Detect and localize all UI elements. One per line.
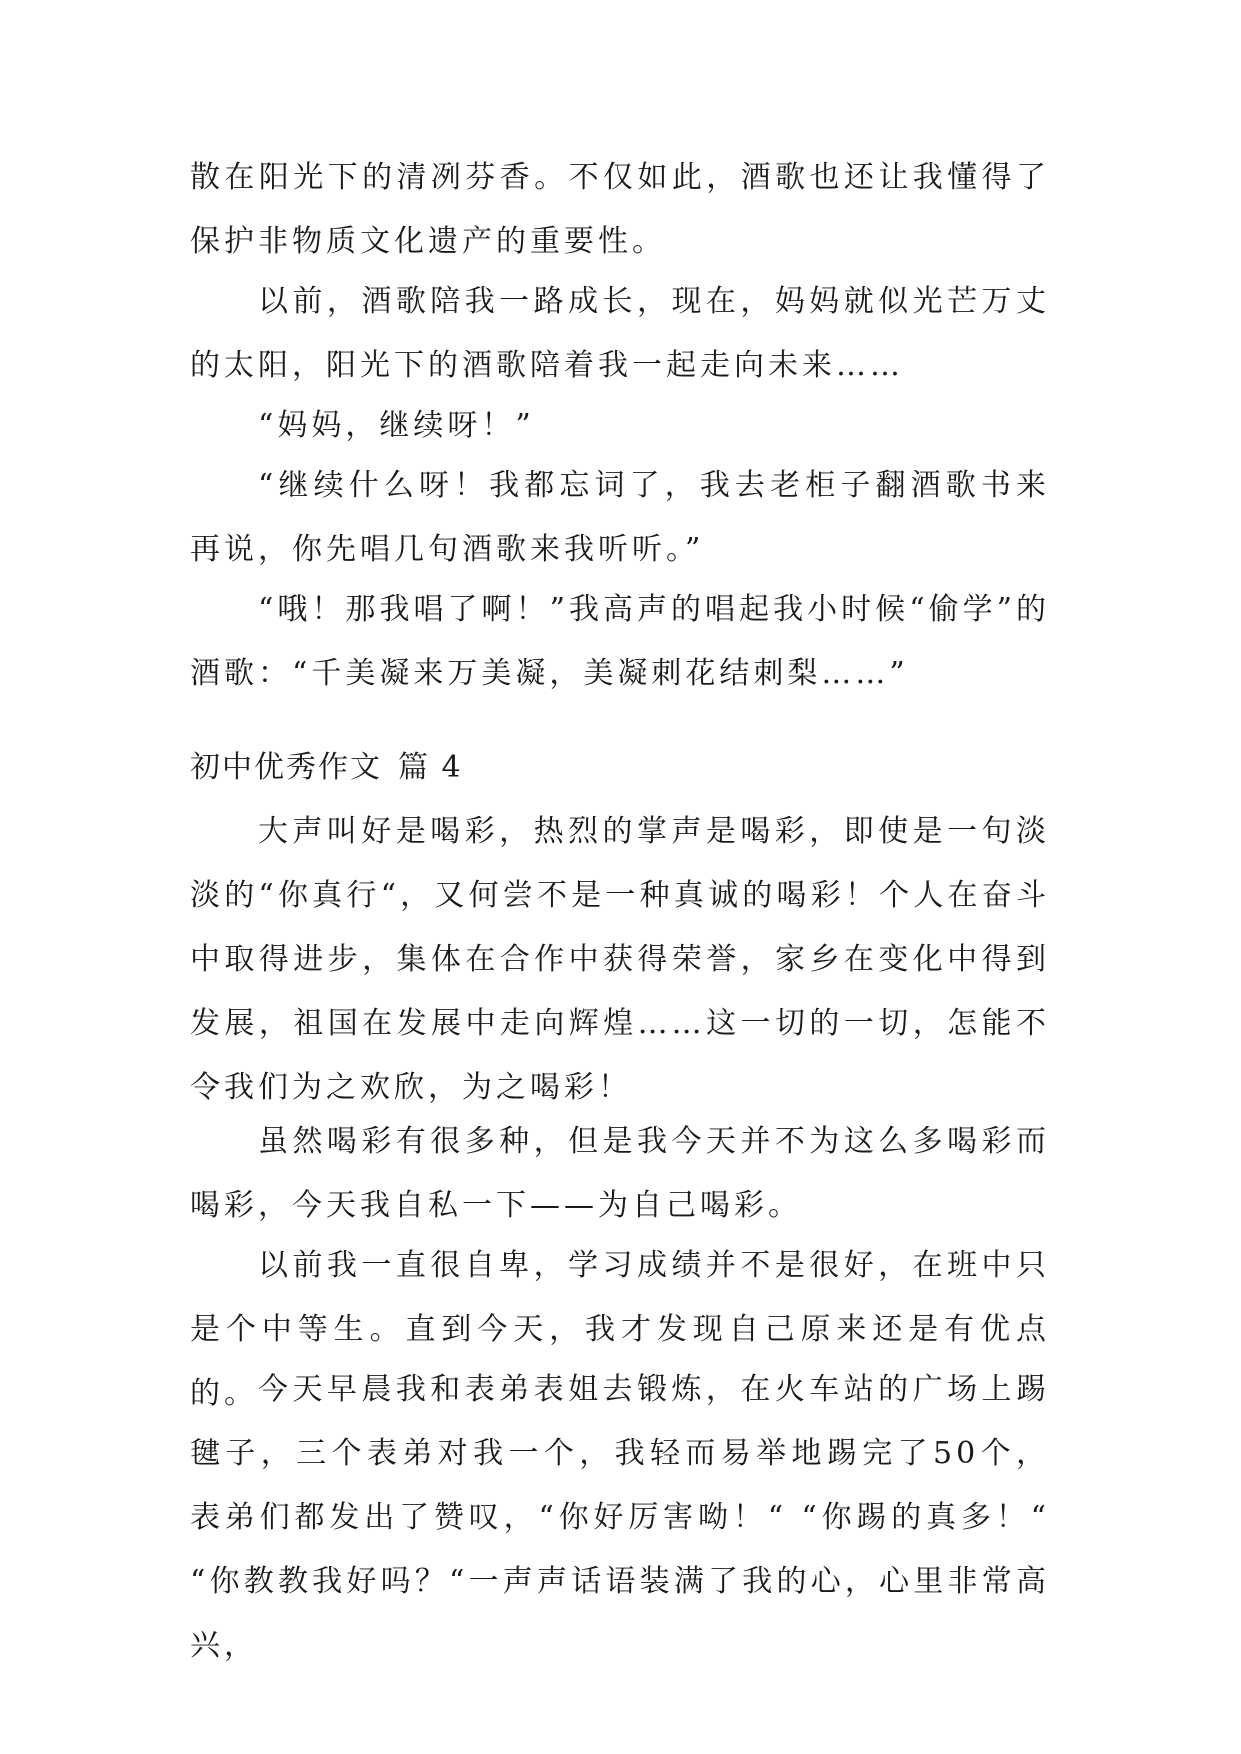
paragraph: 以前我一直很自卑，学习成绩并不是很好，在班中只是个中等生。直到今天，我才发现自己原来还是有优点的。: [190, 1248, 1050, 1411]
paragraph: 今天早晨我和表弟表姐去锻炼，在火车站的广场上踢毽子，三个表弟对我一个，我轻而易举地踢完了50个，表弟们都发出了赞叹，“你好厉害呦！“ “你踢的真多！“ “你教教我好吗？“一声声话语装满了我的心，心里非常高兴，: [190, 1372, 1050, 1663]
section-heading: [190, 736, 463, 800]
section-title: 初中优秀作文: [190, 750, 382, 785]
paragraph: 以前，酒歌陪我一路成长，现在，妈妈就似光芒万丈的太阳，阳光下的酒歌陪着我一起走向未来……: [190, 284, 1050, 383]
section-number: 篇 4: [398, 750, 463, 785]
paragraph-dialogue: “哦！那我唱了啊！”我高声的唱起我小时候“偷学”的酒歌：“千美凝来万美凝，美凝刺花结刺梨……”: [190, 592, 1050, 691]
paragraph-continuation: 散在阳光下的清冽芬香。不仅如此，酒歌也还让我懂得了保护非物质文化遗产的重要性。: [190, 160, 1050, 259]
paragraph: 虽然喝彩有很多种，但是我今天并不为这么多喝彩而喝彩，今天我自私一下——为自己喝彩。: [190, 1124, 1050, 1223]
paragraph: 大声叫好是喝彩，热烈的掌声是喝彩，即使是一句淡淡的“你真行“，又何尝不是一种真诚的喝彩！个人在奋斗中取得进步，集体在合作中获得荣誉，家乡在变化中得到发展，祖国在发展中走向辉煌……这一切的一切，怎能不令我们为之欢欣，为之喝彩！: [190, 814, 1050, 1105]
paragraph-dialogue: “妈妈，继续呀！”: [258, 408, 535, 443]
paragraph-dialogue: “继续什么呀！我都忘词了，我去老柜子翻酒歌书来再说，你先唱几句酒歌来我听听。”: [190, 468, 1050, 567]
